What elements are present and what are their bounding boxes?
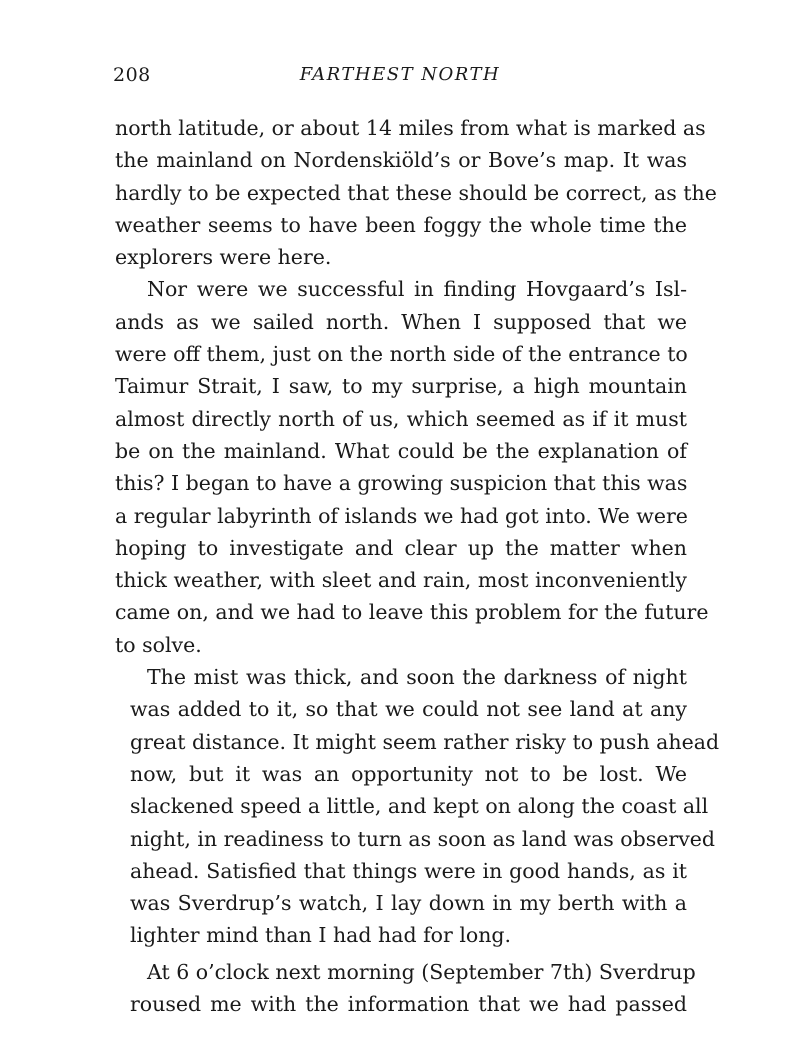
- text-line: almost directly north of us, which seemed as if it must: [115, 406, 687, 431]
- text-line: a regular labyrinth of islands we had got into. We were: [115, 503, 688, 528]
- running-title: FARTHEST NORTH: [299, 64, 501, 85]
- text-line: lighter mind than I had had for long.: [130, 923, 512, 948]
- text-line: now, but it was an opportunity not to be lost. We: [130, 761, 687, 786]
- text-line: thick weather, with sleet and rain, most inconveniently: [115, 568, 687, 593]
- text-line: this? I began to have a growing suspicion that this was: [115, 471, 688, 496]
- text-line: Taimur Strait, I saw, to my surprise, a high mountain: [115, 374, 687, 399]
- paragraph-1: [115, 112, 717, 273]
- text-line: Nor were we successful in finding Hovgaard’s Isl-: [147, 277, 687, 302]
- body-text: [115, 112, 720, 1020]
- text-line: the mainland on Nordenskiöld’s or Bove’s map. It was: [115, 148, 687, 173]
- text-line: to solve.: [115, 632, 202, 657]
- paragraph-2: [115, 273, 709, 661]
- text-line: ands as we sailed north. When I supposed that we: [115, 309, 687, 334]
- text-line: At 6 o’clock next morning (September 7th) Sverdrup: [147, 959, 696, 984]
- text-line: were off them, just on the north side of the entrance to: [115, 342, 688, 367]
- text-line: weather seems to have been foggy the whole time the: [115, 212, 687, 237]
- text-line: night, in readiness to turn as soon as land was observed: [130, 826, 716, 851]
- text-line: hoping to investigate and clear up the matter when: [115, 535, 687, 560]
- text-line: great distance. It might seem rather risky to push ahead: [130, 729, 720, 754]
- text-line: was added to it, so that we could not see land at any: [130, 697, 687, 722]
- text-line: hardly to be expected that these should be correct, as the: [115, 180, 717, 205]
- running-head: [113, 60, 687, 90]
- text-line: was Sverdrup’s watch, I lay down in my berth with a: [130, 891, 687, 916]
- page-number: 208: [113, 64, 151, 86]
- text-line: came on, and we had to leave this problem for the future: [115, 600, 709, 625]
- text-line: roused me with the information that we had passed: [130, 992, 687, 1017]
- text-line: be on the mainland. What could be the explanation of: [115, 438, 687, 463]
- text-line: explorers were here.: [115, 245, 332, 270]
- text-line: The mist was thick, and soon the darkness of night: [147, 665, 687, 690]
- paragraph-4: [115, 956, 696, 1021]
- text-line: north latitude, or about 14 miles from what is marked as: [115, 116, 706, 140]
- paragraph-3: [115, 661, 720, 952]
- text-line: slackened speed a little, and kept on along the coast all: [130, 794, 709, 819]
- text-line: ahead. Satisfied that things were in good hands, as it: [130, 858, 687, 883]
